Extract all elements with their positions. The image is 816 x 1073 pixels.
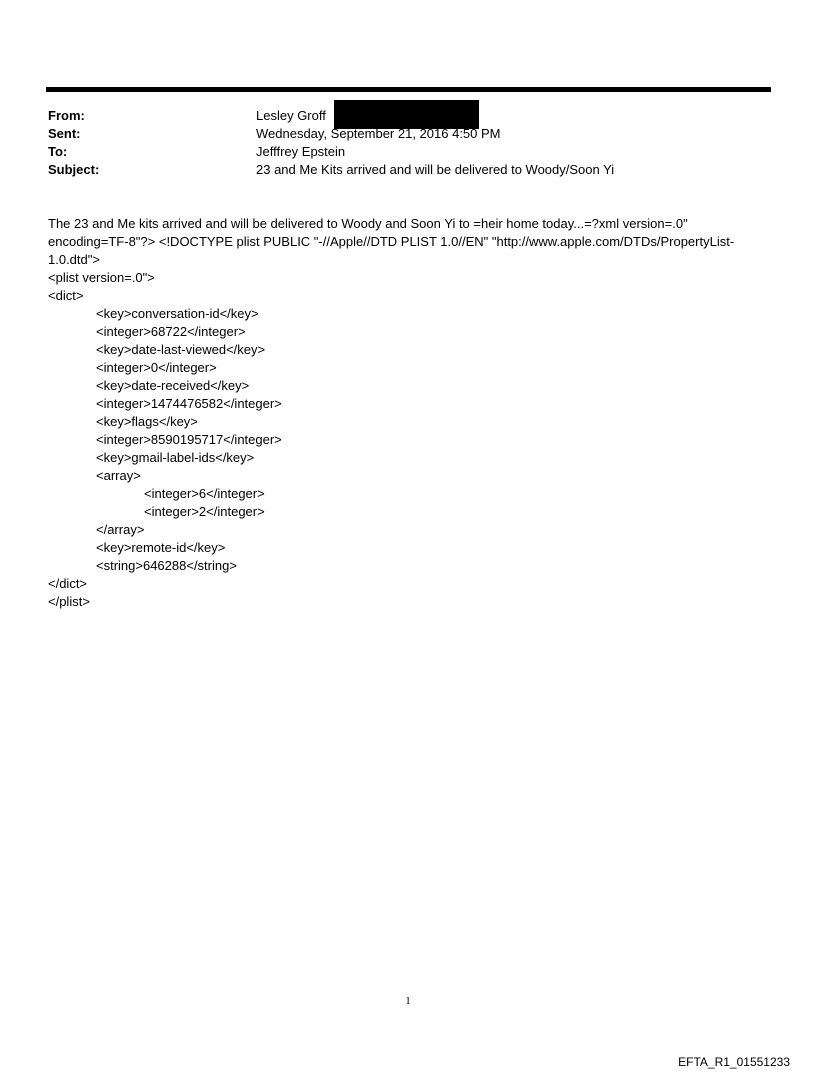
subject-label: Subject: [48,162,100,177]
document-id: EFTA_R1_01551233 [678,1055,790,1069]
body-line: <integer>1474476582</integer> [96,396,282,411]
body-line: <key>conversation-id</key> [96,306,259,321]
body-line: <plist version=.0"> [48,270,155,285]
body-line: The 23 and Me kits arrived and will be delivered to Woody and Soon Yi to =heir home today...=?xml version=.0" encoding=TF-8"?> <!DOCTYPE plist PUBLIC "-//Apple//DTD PLIST 1.0//EN" "http://www.apple.com/DTDs/PropertyList-1.0.dtd"> [48,216,735,267]
body-line: </array> [96,522,145,537]
body-line: <key>date-received</key> [96,378,250,393]
subject-value: 23 and Me Kits arrived and will be delivered to Woody/Soon Yi [256,162,615,177]
to-label: To: [48,144,68,159]
body-line: <dict> [48,288,84,303]
body-line: <integer>8590195717</integer> [96,432,282,447]
sent-value: Wednesday, September 21, 2016 4:50 PM [256,126,501,141]
from-label: From: [48,108,85,123]
body-line: </dict> [48,576,88,591]
body-line: <integer>68722</integer> [96,324,246,339]
body-line: </plist> [48,594,90,609]
body-line: <key>date-last-viewed</key> [96,342,266,357]
body-line: <key>remote-id</key> [96,540,226,555]
page-number: 1 [405,995,411,1007]
body-line: <integer>2</integer> [144,504,265,519]
body-line: <key>gmail-label-ids</key> [96,450,255,465]
sent-label: Sent: [48,126,81,141]
header-rule [46,87,771,92]
body-line: <string>646288</string> [96,558,237,573]
from-value: Lesley Groff [256,108,326,123]
body-line: <integer>0</integer> [96,360,217,375]
body-line: <array> [96,468,141,483]
email-body [48,215,768,611]
to-value: Jefffrey Epstein [256,144,346,159]
body-line: <key>flags</key> [96,414,198,429]
body-line: <integer>6</integer> [144,486,265,501]
